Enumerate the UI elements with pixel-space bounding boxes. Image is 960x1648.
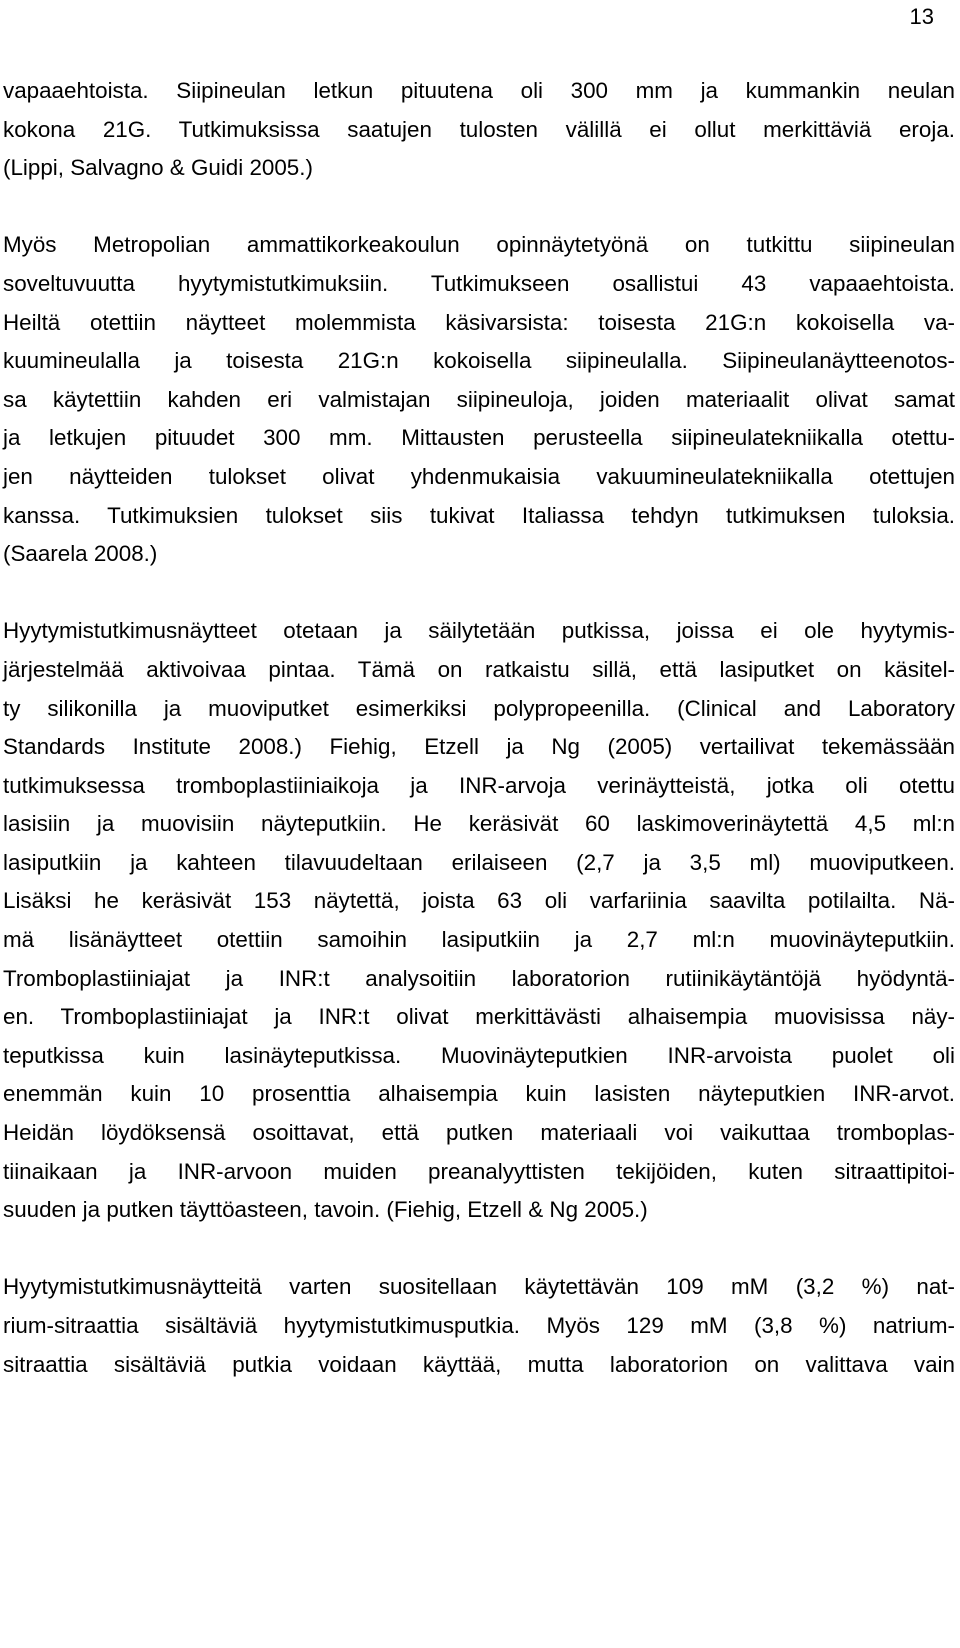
document-body	[3, 72, 955, 1384]
page-number: 13	[909, 4, 934, 29]
text-line: järjestelmää aktivoivaa pintaa. Tämä on ratkaistu sillä, että lasiputket on käsitel-	[3, 656, 955, 682]
text-line: lasisiin ja muovisiin näyteputkiin. He keräsivät 60 laskimoverinäytettä 4,5 ml:n	[3, 811, 955, 837]
paragraph-gap	[3, 574, 955, 613]
text-line: jen näytteiden tulokset olivat yhdenmukaisia vakuumineulatekniikalla otettujen	[3, 463, 955, 489]
text-line: en. Tromboplastiiniajat ja INR:t olivat merkittävästi alhaisempia muovisissa näy-	[3, 1004, 955, 1030]
text-line: sitraattia sisältäviä putkia voidaan käyttää, mutta laboratorion on valittava vain	[3, 1351, 955, 1377]
text-line: lasiputkiin ja kahteen tilavuudeltaan erilaiseen (2,7 ja 3,5 ml) muoviputkeen.	[3, 849, 955, 875]
paragraph	[3, 612, 955, 1230]
paragraph-gap	[3, 188, 955, 227]
text-line: kokona 21G. Tutkimuksissa saatujen tulosten välillä ei ollut merkittäviä eroja.	[3, 116, 955, 142]
paragraph-gap	[3, 1230, 955, 1269]
text-line: (Lippi, Salvagno & Guidi 2005.)	[3, 155, 313, 181]
text-line: sa käytettiin kahden eri valmistajan siipineuloja, joiden materiaalit olivat samat	[3, 386, 955, 412]
text-line: ja letkujen pituudet 300 mm. Mittausten perusteella siipineulatekniikalla otettu-	[3, 425, 955, 451]
paragraph	[3, 226, 955, 573]
text-line: ty silikonilla ja muoviputket esimerkiksi polypropeenilla. (Clinical and Laboratory	[3, 695, 955, 721]
text-line: Heidän löydöksensä osoittavat, että putken materiaali voi vaikuttaa tromboplas-	[3, 1120, 955, 1146]
text-line: tiinaikaan ja INR-arvoon muiden preanalyyttisten tekijöiden, kuten sitraattipitoi-	[3, 1158, 955, 1184]
text-line: Tromboplastiiniajat ja INR:t analysoitiin laboratorion rutiinikäytäntöjä hyödyntä-	[3, 965, 955, 991]
text-line: Lisäksi he keräsivät 153 näytettä, joista 63 oli varfariinia saavilta potilailta. Nä-	[3, 888, 955, 914]
text-line: kanssa. Tutkimuksien tulokset siis tukivat Italiassa tehdyn tutkimuksen tuloksia.	[3, 502, 955, 528]
text-line: Myös Metropolian ammattikorkeakoulun opinnäytetyönä on tutkittu siipineulan	[3, 232, 955, 258]
text-line: Hyytymistutkimusnäytteet otetaan ja säilytetään putkissa, joissa ei ole hyytymis-	[3, 618, 955, 644]
text-line: mä lisänäytteet otettiin samoihin lasiputkiin ja 2,7 ml:n muovinäyteputkiin.	[3, 927, 955, 953]
text-line: (Saarela 2008.)	[3, 541, 158, 567]
paragraph	[3, 72, 955, 188]
text-line: rium-sitraattia sisältäviä hyytymistutkimusputkia. Myös 129 mM (3,8 %) natrium-	[3, 1313, 955, 1338]
paragraph	[3, 1268, 955, 1384]
text-line: vapaaehtoista. Siipineulan letkun pituutena oli 300 mm ja kummankin neulan	[3, 78, 955, 103]
text-line: Standards Institute 2008.) Fiehig, Etzell ja Ng (2005) vertailivat tekemässään	[3, 734, 955, 760]
text-line: Hyytymistutkimusnäytteitä varten suositellaan käytettävän 109 mM (3,2 %) nat-	[3, 1274, 955, 1300]
text-line: enemmän kuin 10 prosenttia alhaisempia kuin lasisten näyteputkien INR-arvot.	[3, 1081, 955, 1107]
text-line: teputkissa kuin lasinäyteputkissa. Muovinäyteputkien INR-arvoista puolet oli	[3, 1042, 955, 1068]
text-line: soveltuvuutta hyytymistutkimuksiin. Tutkimukseen osallistui 43 vapaaehtoista.	[3, 270, 955, 296]
text-line: Heiltä otettiin näytteet molemmista käsivarsista: toisesta 21G:n kokoisella va-	[3, 309, 955, 335]
text-line: suuden ja putken täyttöasteen, tavoin. (Fiehig, Etzell & Ng 2005.)	[3, 1197, 648, 1223]
text-line: kuumineulalla ja toisesta 21G:n kokoisella siipineulalla. Siipineulanäytteenotos-	[3, 348, 955, 374]
text-line: tutkimuksessa tromboplastiiniaikoja ja INR-arvoja verinäytteistä, jotka oli otettu	[3, 772, 955, 798]
